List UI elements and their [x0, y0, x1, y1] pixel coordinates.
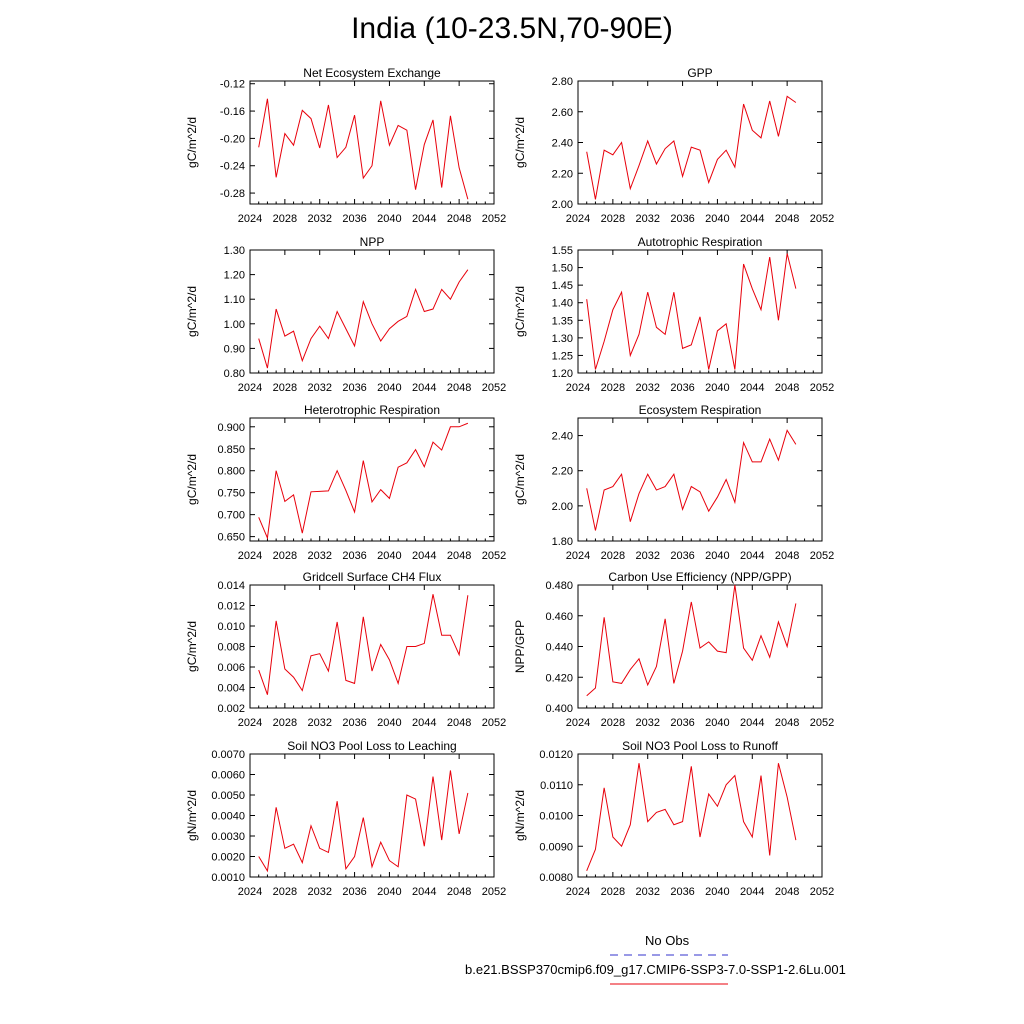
x-tick-label: 2052 — [481, 886, 507, 898]
x-tick-label: 2024 — [237, 717, 263, 729]
y-tick-label: 2.80 — [551, 76, 573, 88]
x-tick-label: 2048 — [446, 886, 472, 898]
series-line-1 — [259, 99, 468, 199]
series-line-1 — [587, 763, 796, 871]
legend-obs-label: No Obs — [645, 933, 690, 948]
x-tick-label: 2036 — [342, 886, 367, 898]
y-tick-label: 1.10 — [223, 294, 245, 307]
x-tick-label: 2048 — [774, 213, 800, 225]
x-tick-label: 2040 — [377, 886, 402, 898]
panel-title: Net Ecosystem Exchange — [303, 66, 441, 80]
chart-panel-2 — [513, 66, 834, 225]
x-tick-label: 2032 — [635, 550, 660, 562]
y-tick-label: 0.0110 — [540, 779, 573, 792]
plot-frame — [250, 754, 494, 877]
x-tick-label: 2032 — [635, 382, 660, 394]
y-tick-label: 0.0030 — [211, 831, 245, 843]
x-tick-label: 2028 — [600, 213, 626, 225]
x-tick-label: 2052 — [809, 213, 835, 225]
chart-panel-3 — [185, 235, 506, 394]
y-tick-label: 1.55 — [551, 245, 573, 257]
panel-title: Gridcell Surface CH4 Flux — [302, 570, 442, 584]
x-tick-label: 2048 — [446, 382, 472, 394]
series-line-1 — [587, 96, 796, 199]
x-tick-label: 2032 — [635, 213, 660, 225]
y-tick-label: 0.90 — [223, 343, 245, 356]
series-line-1 — [587, 585, 796, 696]
y-tick-label: 0.460 — [545, 610, 573, 623]
plot-frame — [250, 250, 494, 373]
y-tick-label: -0.24 — [219, 160, 245, 173]
y-axis-label: NPP/GPP — [513, 619, 527, 674]
panel-title: Ecosystem Respiration — [638, 403, 762, 417]
y-tick-label: 2.20 — [551, 465, 573, 478]
y-axis-label: gC/m^2/d — [185, 621, 199, 672]
x-tick-label: 2040 — [705, 717, 730, 729]
y-tick-label: -0.28 — [219, 188, 245, 201]
chart-panel-5 — [185, 403, 506, 562]
series-line-1 — [259, 594, 468, 694]
x-tick-label: 2040 — [377, 717, 402, 729]
y-tick-label: 1.00 — [223, 318, 245, 331]
x-tick-label: 2044 — [412, 550, 437, 562]
x-tick-label: 2032 — [635, 717, 660, 729]
y-tick-label: 1.45 — [551, 280, 573, 293]
y-tick-label: 0.800 — [217, 465, 245, 478]
x-tick-label: 2036 — [670, 213, 695, 225]
x-tick-label: 2024 — [565, 886, 591, 898]
x-tick-label: 2044 — [412, 382, 437, 394]
y-tick-label: 2.00 — [551, 199, 573, 211]
y-tick-label: 1.30 — [223, 245, 245, 257]
x-tick-label: 2036 — [342, 717, 367, 729]
x-tick-label: 2028 — [272, 886, 298, 898]
y-tick-label: 0.010 — [217, 621, 245, 633]
y-tick-label: 0.0060 — [211, 769, 245, 782]
x-tick-label: 2036 — [342, 213, 367, 225]
series-line-1 — [259, 270, 468, 368]
y-tick-label: 0.440 — [545, 641, 573, 654]
x-tick-label: 2040 — [705, 213, 730, 225]
y-tick-label: 0.012 — [217, 600, 245, 613]
x-tick-label: 2032 — [307, 886, 332, 898]
y-tick-label: 0.0020 — [211, 851, 245, 864]
y-tick-label: -0.12 — [219, 78, 245, 91]
x-tick-label: 2028 — [600, 550, 626, 562]
x-tick-label: 2028 — [272, 550, 298, 562]
x-tick-label: 2048 — [774, 382, 800, 394]
chart-panel-7 — [185, 570, 506, 729]
panel-title: Autotrophic Respiration — [637, 235, 763, 249]
y-tick-label: 1.80 — [551, 536, 573, 548]
x-tick-label: 2048 — [774, 717, 800, 729]
chart-panel-9 — [185, 739, 506, 898]
y-tick-label: 1.20 — [223, 269, 245, 282]
y-tick-label: 0.0070 — [211, 749, 245, 761]
x-tick-label: 2024 — [237, 213, 263, 225]
x-tick-label: 2036 — [670, 550, 695, 562]
panel-title: NPP — [359, 235, 385, 249]
x-tick-label: 2052 — [809, 886, 835, 898]
x-tick-label: 2032 — [307, 213, 332, 225]
y-tick-label: 2.40 — [551, 137, 573, 150]
x-tick-label: 2052 — [809, 382, 835, 394]
chart-panel-10 — [513, 739, 834, 898]
x-tick-label: 2036 — [342, 382, 367, 394]
x-tick-label: 2040 — [377, 550, 402, 562]
y-tick-label: 1.35 — [551, 315, 573, 328]
y-axis-label: gC/m^2/d — [513, 286, 527, 337]
y-tick-label: 2.40 — [551, 430, 573, 443]
y-tick-label: 0.004 — [217, 682, 245, 695]
y-tick-label: 0.002 — [217, 703, 245, 715]
panel-title: GPP — [687, 66, 713, 80]
x-tick-label: 2028 — [600, 382, 626, 394]
x-tick-label: 2044 — [740, 717, 765, 729]
y-tick-label: 0.0040 — [211, 810, 245, 823]
x-tick-label: 2052 — [809, 550, 835, 562]
y-tick-label: 0.0100 — [539, 810, 573, 823]
y-tick-label: 0.0120 — [539, 749, 573, 761]
x-tick-label: 2032 — [307, 382, 332, 394]
x-tick-label: 2028 — [600, 717, 626, 729]
x-tick-label: 2048 — [774, 886, 800, 898]
y-tick-label: 0.480 — [545, 580, 573, 592]
x-tick-label: 2024 — [565, 213, 591, 225]
y-tick-label: 1.25 — [551, 350, 573, 363]
x-tick-label: 2032 — [307, 717, 332, 729]
x-tick-label: 2052 — [481, 550, 507, 562]
x-tick-label: 2024 — [565, 382, 591, 394]
x-tick-label: 2028 — [600, 886, 626, 898]
x-tick-label: 2048 — [446, 717, 472, 729]
x-tick-label: 2044 — [412, 213, 437, 225]
y-tick-label: 0.006 — [217, 662, 245, 674]
x-tick-label: 2040 — [377, 382, 402, 394]
x-tick-label: 2028 — [272, 717, 298, 729]
x-tick-label: 2036 — [342, 550, 367, 562]
y-tick-label: 0.420 — [545, 672, 573, 685]
y-tick-label: 0.900 — [217, 421, 245, 434]
x-tick-label: 2024 — [237, 886, 263, 898]
legend-model-label: b.e21.BSSP370cmip6.f09_g17.CMIP6-SSP3-7.0-SSP1-2.6Lu.001 — [465, 962, 846, 977]
y-tick-label: 2.00 — [551, 500, 573, 513]
y-tick-label: 0.650 — [217, 531, 245, 544]
y-tick-label: 0.014 — [217, 580, 245, 592]
x-tick-label: 2024 — [565, 550, 591, 562]
x-tick-label: 2048 — [774, 550, 800, 562]
y-tick-label: 0.0080 — [539, 872, 573, 884]
chart-panel-6 — [513, 403, 834, 562]
x-tick-label: 2040 — [377, 213, 402, 225]
x-tick-label: 2036 — [670, 717, 695, 729]
y-tick-label: 0.750 — [217, 487, 245, 500]
panel-title: Heterotrophic Respiration — [303, 403, 441, 417]
y-axis-label: gC/m^2/d — [513, 117, 527, 168]
x-tick-label: 2048 — [446, 213, 472, 225]
x-tick-label: 2052 — [481, 717, 507, 729]
y-axis-label: gC/m^2/d — [185, 117, 199, 168]
y-tick-label: 1.30 — [551, 332, 573, 345]
x-tick-label: 2044 — [740, 213, 765, 225]
x-tick-label: 2052 — [809, 717, 835, 729]
x-tick-label: 2032 — [307, 550, 332, 562]
plot-frame — [578, 81, 822, 204]
page-title: India (10-23.5N,70-90E) — [351, 12, 673, 45]
chart-panel-4 — [513, 235, 834, 394]
x-tick-label: 2044 — [740, 886, 765, 898]
y-axis-label: gC/m^2/d — [185, 454, 199, 505]
y-tick-label: 2.20 — [551, 168, 573, 181]
x-tick-label: 2044 — [740, 382, 765, 394]
x-tick-label: 2024 — [237, 382, 263, 394]
series-line-1 — [587, 430, 796, 530]
panel-title: Carbon Use Efficiency (NPP/GPP) — [608, 570, 792, 584]
x-tick-label: 2036 — [670, 382, 695, 394]
y-tick-label: 0.850 — [217, 443, 245, 456]
x-tick-label: 2052 — [481, 382, 507, 394]
chart-panel-1 — [185, 66, 506, 225]
panel-title: Soil NO3 Pool Loss to Runoff — [622, 739, 778, 753]
y-axis-label: gC/m^2/d — [185, 286, 199, 337]
y-axis-label: gN/m^2/d — [513, 790, 527, 841]
x-tick-label: 2052 — [481, 213, 507, 225]
plot-frame — [250, 585, 494, 708]
y-tick-label: -0.16 — [219, 106, 245, 119]
y-tick-label: 1.20 — [551, 368, 573, 380]
x-tick-label: 2024 — [237, 550, 263, 562]
y-tick-label: 1.40 — [551, 297, 573, 310]
x-tick-label: 2048 — [446, 550, 472, 562]
plot-frame — [578, 754, 822, 877]
x-tick-label: 2040 — [705, 550, 730, 562]
y-tick-label: 0.700 — [217, 509, 245, 522]
x-tick-label: 2044 — [412, 717, 437, 729]
y-tick-label: 1.50 — [551, 262, 573, 275]
x-tick-label: 2036 — [670, 886, 695, 898]
y-axis-label: gN/m^2/d — [185, 790, 199, 841]
panel-title: Soil NO3 Pool Loss to Leaching — [287, 739, 457, 753]
y-tick-label: 0.80 — [223, 368, 245, 380]
x-tick-label: 2028 — [272, 382, 298, 394]
y-tick-label: -0.20 — [219, 133, 245, 146]
series-line-1 — [259, 423, 468, 538]
x-tick-label: 2024 — [565, 717, 591, 729]
y-tick-label: 0.0050 — [211, 790, 245, 802]
y-tick-label: 0.0010 — [211, 872, 245, 884]
y-tick-label: 0.008 — [217, 641, 245, 654]
x-tick-label: 2044 — [740, 550, 765, 562]
x-tick-label: 2040 — [705, 382, 730, 394]
series-line-1 — [259, 770, 468, 870]
y-axis-label: gC/m^2/d — [513, 454, 527, 505]
y-tick-label: 0.0090 — [539, 841, 573, 854]
plot-frame — [250, 81, 494, 204]
y-tick-label: 2.60 — [551, 106, 573, 119]
series-line-1 — [587, 254, 796, 370]
plot-frame — [250, 418, 494, 541]
x-tick-label: 2032 — [635, 886, 660, 898]
x-tick-label: 2040 — [705, 886, 730, 898]
chart-panel-8 — [513, 570, 834, 729]
x-tick-label: 2028 — [272, 213, 298, 225]
x-tick-label: 2044 — [412, 886, 437, 898]
y-tick-label: 0.400 — [545, 703, 573, 715]
